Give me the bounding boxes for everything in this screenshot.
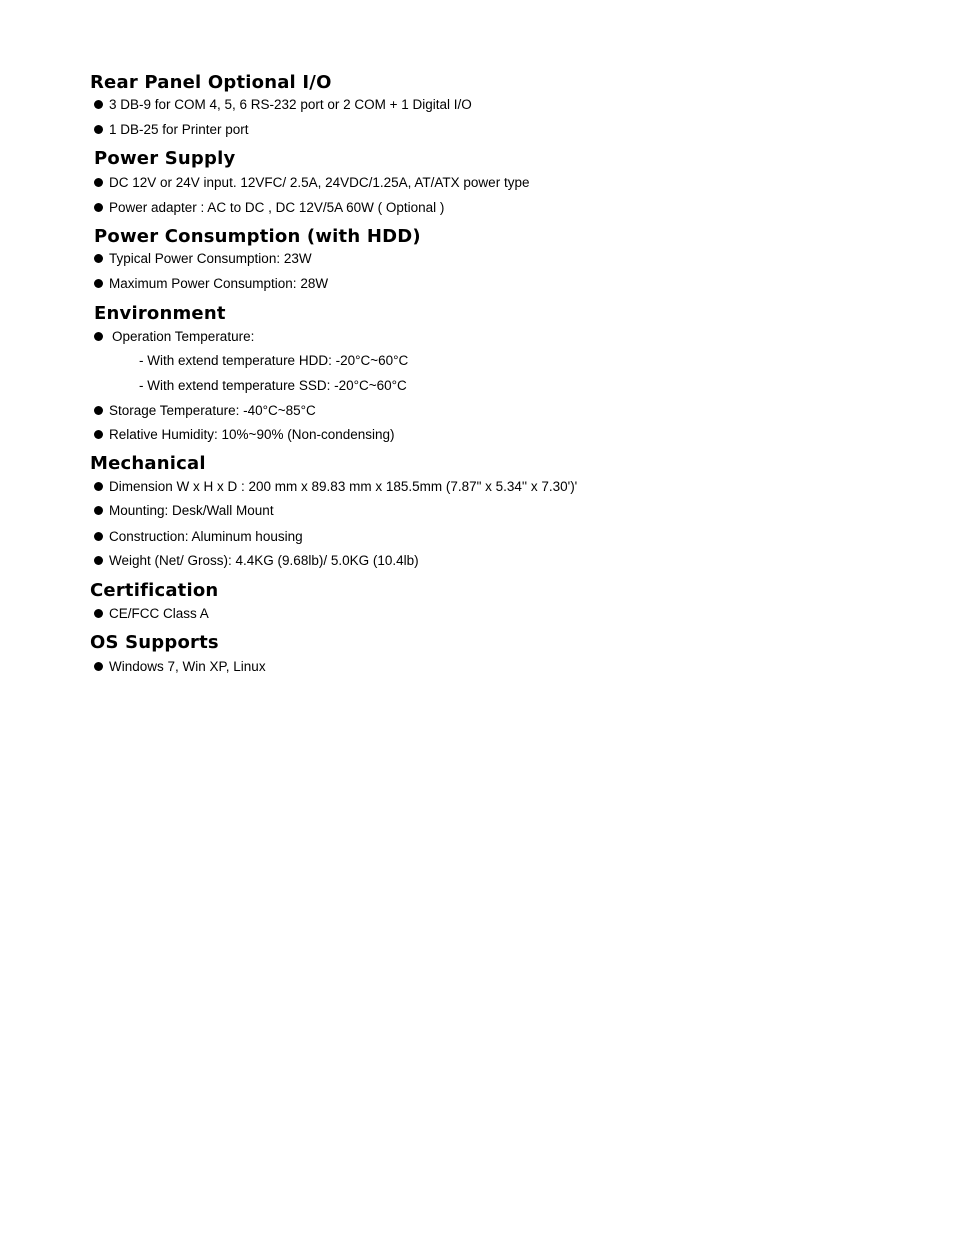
bullet-icon <box>94 178 103 187</box>
bullet-icon <box>94 482 103 491</box>
list-item: Relative Humidity: 10%~90% (Non-condensing) <box>94 426 395 444</box>
list-item: Dimension W x H x D : 200 mm x 89.83 mm x 185.5mm (7.87" x 5.34'' x 7.30')' <box>94 478 577 496</box>
list-item: Mounting: Desk/Wall Mount <box>94 502 274 520</box>
bullet-icon <box>94 662 103 671</box>
list-item: Typical Power Consumption: 23W <box>94 250 312 268</box>
list-item: CE/FCC Class A <box>94 605 209 623</box>
list-item: Storage Temperature: -40°C~85°C <box>94 402 316 420</box>
list-item: DC 12V or 24V input. 12VFC/ 2.5A, 24VDC/1.25A, AT/ATX power type <box>94 174 529 192</box>
heading-mechanical: Mechanical <box>90 453 206 474</box>
bullet-icon <box>94 100 103 109</box>
bullet-icon <box>94 203 103 212</box>
sub-list-item: - With extend temperature SSD: -20°C~60°C <box>139 378 407 393</box>
heading-certification: Certification <box>90 580 219 601</box>
bullet-icon <box>94 125 103 134</box>
list-item: Construction: Aluminum housing <box>94 528 303 546</box>
bullet-icon <box>94 556 103 565</box>
list-item: Windows 7, Win XP, Linux <box>94 658 266 676</box>
bullet-icon <box>94 279 103 288</box>
list-item: Weight (Net/ Gross): 4.4KG (9.68lb)/ 5.0KG (10.4lb) <box>94 552 419 570</box>
bullet-icon <box>94 332 103 341</box>
heading-power-consumption: Power Consumption (with HDD) <box>94 226 421 247</box>
list-item: Power adapter : AC to DC , DC 12V/5A 60W ( Optional ) <box>94 199 444 217</box>
bullet-icon <box>94 609 103 618</box>
heading-environment: Environment <box>94 303 226 324</box>
heading-rear-panel: Rear Panel Optional I/O <box>90 72 332 93</box>
heading-power-supply: Power Supply <box>94 148 236 169</box>
bullet-icon <box>94 406 103 415</box>
list-item: 3 DB-9 for COM 4, 5, 6 RS-232 port or 2 COM + 1 Digital I/O <box>94 96 472 114</box>
bullet-icon <box>94 254 103 263</box>
bullet-icon <box>94 506 103 515</box>
heading-os-supports: OS Supports <box>90 632 219 653</box>
list-item: Operation Temperature: <box>94 328 254 346</box>
sub-list-item: - With extend temperature HDD: -20°C~60°C <box>139 353 409 368</box>
list-item: 1 DB-25 for Printer port <box>94 121 249 139</box>
bullet-icon <box>94 430 103 439</box>
bullet-icon <box>94 532 103 541</box>
list-item: Maximum Power Consumption: 28W <box>94 275 328 293</box>
